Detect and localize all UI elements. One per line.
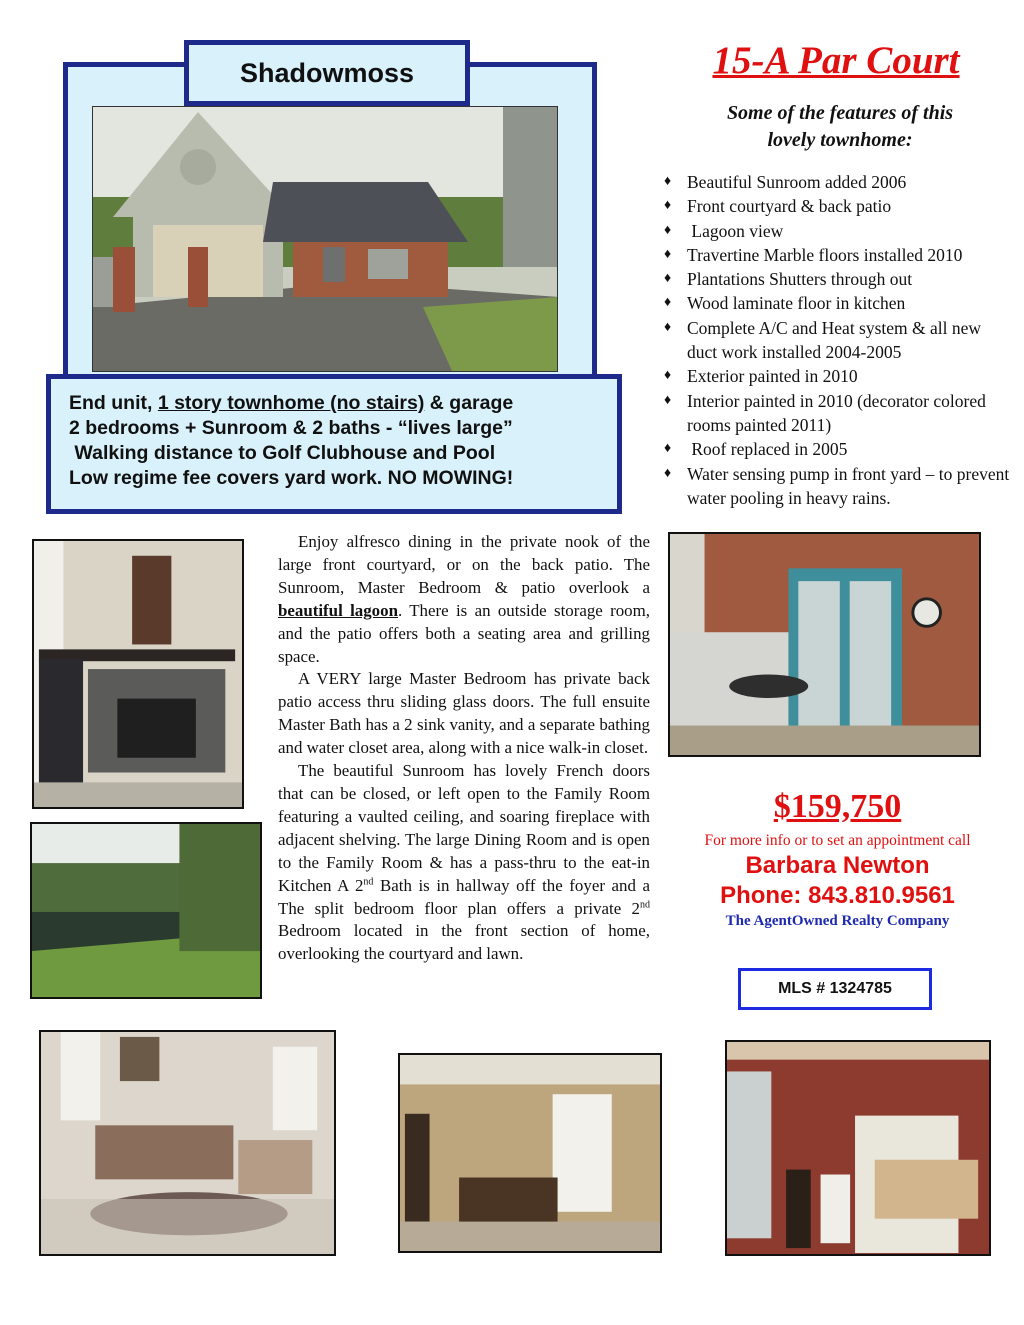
feature-item: ♦ Wood laminate floor in kitchen — [664, 291, 1014, 315]
description-text — [278, 531, 650, 1011]
diamond-bullet-icon: ♦ — [664, 368, 672, 384]
feature-item: ♦ Water sensing pump in front yard – to prevent water pooling in heavy rains. — [664, 463, 1014, 508]
diamond-bullet-icon: ♦ — [664, 441, 672, 457]
fireplace-photo — [32, 539, 244, 809]
contact-prompt: For more info or to set an appointment call — [704, 832, 971, 849]
features-list — [664, 170, 1014, 510]
description-paragraph: A VERY large Master Bedroom has private back patio access thru sliding glass doors. The full ensuite Master Bath has a 2 sink vanity, and a separate bathing and water closet area, along with a nice walk-in closet. — [278, 669, 650, 758]
diamond-bullet-icon: ♦ — [664, 465, 672, 481]
diamond-bullet-icon: ♦ — [664, 392, 672, 408]
agent-name: Barbara Newton — [745, 852, 930, 879]
agent-phone[interactable]: Phone: 843.810.9561 — [720, 882, 955, 909]
description-paragraph: The beautiful Sunroom has lovely French doors that can be closed, or left open to the Family Room featuring a vaulted ceiling, and soaring fireplace with adjacent shelving. The large Dining Room and is open to the Family Room & has a pass-thru to the eat-in Kitchen A 2nd Bath is in hallway off the foyer and a The split bedroom floor plan offers a private 2nd Bedroom located in the front section of home, overlooking the courtyard and lawn. — [278, 761, 650, 964]
diamond-bullet-icon: ♦ — [664, 246, 672, 262]
house-exterior-photo — [92, 106, 558, 372]
feature-item: ♦ Complete A/C and Heat system & all new duct work installed 2004-2005 — [664, 317, 986, 363]
feature-item: ♦ Lagoon view — [664, 219, 1014, 243]
dining-room-photo — [398, 1053, 662, 1253]
features-heading: Some of the features of this lovely townhome: — [726, 102, 954, 151]
summary-line-1: End unit, 1 story townhome (no stairs) & garage — [69, 392, 514, 414]
diamond-bullet-icon: ♦ — [664, 198, 672, 214]
mls-number-box: MLS # 1324785 — [738, 968, 932, 1010]
feature-item: ♦ Exterior painted in 2010 — [664, 364, 1014, 388]
price: $159,750 — [773, 788, 902, 825]
lagoon-photo — [30, 822, 262, 999]
community-name-box: Shadowmoss — [184, 40, 470, 106]
feature-item: ♦ Plantations Shutters through out — [664, 267, 1014, 291]
patio-photo — [668, 532, 981, 757]
feature-item: ♦ Travertine Marble floors installed 2010 — [664, 243, 1014, 267]
summary-line-3: Walking distance to Golf Clubhouse and Pool — [69, 442, 496, 464]
property-address: 15-A Par Court — [712, 39, 960, 82]
summary-box — [46, 374, 622, 514]
diamond-bullet-icon: ♦ — [664, 222, 672, 238]
diamond-bullet-icon: ♦ — [664, 295, 672, 311]
bedroom-photo — [725, 1040, 991, 1256]
feature-item: ♦ Interior painted in 2010 (decorator colored rooms painted 2011) — [664, 390, 991, 435]
feature-item: ♦ Beautiful Sunroom added 2006 — [664, 170, 1014, 194]
description-paragraph: Enjoy alfresco dining in the private nook of the large front courtyard, or on the back patio. The Sunroom, Master Bedroom & patio overlook a beautiful lagoon. There is an outside storage room, and the patio offers both a seating area and grilling space. — [278, 532, 650, 666]
diamond-bullet-icon: ♦ — [664, 319, 672, 335]
summary-line-4: Low regime fee covers yard work. NO MOWING! — [69, 467, 514, 489]
living-room-photo — [39, 1030, 336, 1256]
feature-item: ♦ Front courtyard & back patio — [664, 194, 1014, 218]
company-name: The AgentOwned Realty Company — [725, 913, 950, 929]
summary-line-2: 2 bedrooms + Sunroom & 2 baths - “lives large” — [69, 417, 513, 439]
diamond-bullet-icon: ♦ — [664, 271, 672, 287]
feature-item: ♦ Roof replaced in 2005 — [664, 437, 1014, 461]
diamond-bullet-icon: ♦ — [664, 174, 672, 189]
